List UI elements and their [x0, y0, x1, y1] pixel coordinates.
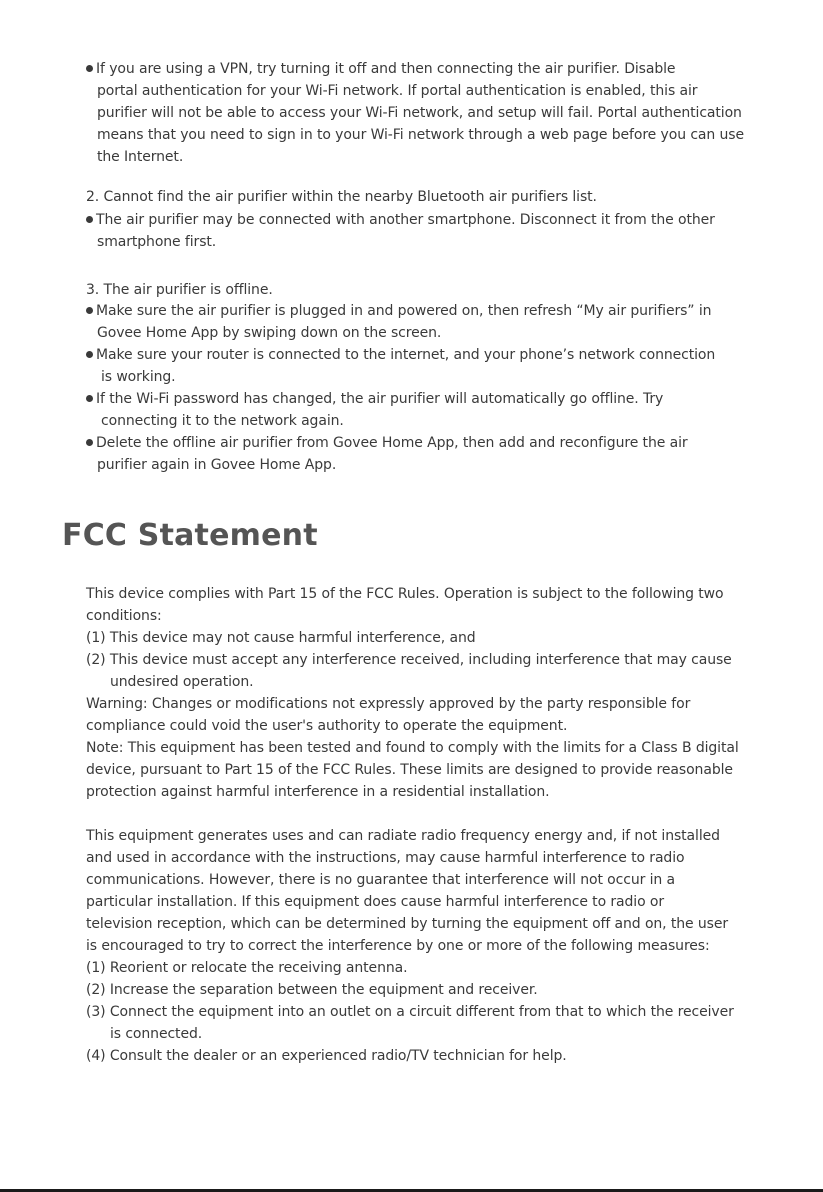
bullet-dot-icon [86, 307, 93, 314]
item-2-bullet-line-2: smartphone first. [97, 234, 217, 250]
fcc-measure-3-line-2: is connected. [110, 1026, 203, 1042]
item-2-title: 2. Cannot find the air purifier within the nearby Bluetooth air purifiers list. [86, 189, 597, 205]
bullet-dot-icon [86, 65, 93, 72]
vpn-bullet-line-3: purifier will not be able to access your Wi-Fi network, and setup will fail. Portal authentication [97, 105, 742, 121]
fcc-condition-2-line-1: (2) This device must accept any interference received, including interference that may cause [86, 652, 732, 668]
item-2-bullet-line-1: The air purifier may be connected with another smartphone. Disconnect it from the other [86, 209, 715, 231]
fcc-para2-line-4: particular installation. If this equipment does cause harmful interference to radio or [86, 894, 665, 910]
fcc-condition-2-line-2: undesired operation. [110, 674, 254, 690]
fcc-para2-line-1: This equipment generates uses and can radiate radio frequency energy and, if not installed [86, 828, 720, 844]
vpn-bullet-line-2: portal authentication for your Wi-Fi network. If portal authentication is enabled, this air [97, 83, 698, 99]
fcc-heading: FCC Statement [62, 518, 318, 553]
fcc-note-line-1: Note: This equipment has been tested and found to comply with the limits for a Class B digital [86, 740, 739, 756]
fcc-para2-line-6: is encouraged to try to correct the interference by one or more of the following measures: [86, 938, 710, 954]
fcc-para1-line-1: This device complies with Part 15 of the FCC Rules. Operation is subject to the following two [86, 586, 724, 602]
bullet-dot-icon [86, 351, 93, 358]
vpn-bullet-line-1: If you are using a VPN, try turning it off and then connecting the air purifier. Disable [86, 58, 675, 80]
item-3-bullet-4-line-1: Delete the offline air purifier from Govee Home App, then add and reconfigure the air [86, 432, 688, 454]
fcc-warning-line-2: compliance could void the user's authority to operate the equipment. [86, 718, 568, 734]
fcc-warning-line-1: Warning: Changes or modifications not expressly approved by the party responsible for [86, 696, 691, 712]
item-3-bullet-1-line-1: Make sure the air purifier is plugged in and powered on, then refresh “My air purifiers” in [86, 300, 711, 322]
fcc-measure-1: (1) Reorient or relocate the receiving antenna. [86, 960, 408, 976]
fcc-para2-line-2: and used in accordance with the instructions, may cause harmful interference to radio [86, 850, 685, 866]
item-3-bullet-2-line-1: Make sure your router is connected to the internet, and your phone’s network connection [86, 344, 715, 366]
fcc-para2-line-3: communications. However, there is no guarantee that interference will not occur in a [86, 872, 676, 888]
fcc-para2-line-5: television reception, which can be determined by turning the equipment off and on, the user [86, 916, 729, 932]
item-3-bullet-1-line-2: Govee Home App by swiping down on the screen. [97, 325, 442, 341]
bullet-dot-icon [86, 216, 93, 223]
item-3-title: 3. The air purifier is offline. [86, 282, 273, 298]
fcc-note-line-3: protection against harmful interference in a residential installation. [86, 784, 550, 800]
fcc-measure-4: (4) Consult the dealer or an experienced radio/TV technician for help. [86, 1048, 567, 1064]
item-3-bullet-2-line-2: is working. [101, 369, 176, 385]
fcc-para1-line-2: conditions: [86, 608, 162, 624]
vpn-bullet-line-4: means that you need to sign in to your Wi-Fi network through a web page before you can use [97, 127, 745, 143]
item-3-bullet-3-line-1: If the Wi-Fi password has changed, the air purifier will automatically go offline. Try [86, 388, 663, 410]
fcc-measure-2: (2) Increase the separation between the equipment and receiver. [86, 982, 538, 998]
bullet-dot-icon [86, 395, 93, 402]
bullet-dot-icon [86, 439, 93, 446]
vpn-bullet-line-5: the Internet. [97, 149, 184, 165]
fcc-condition-1: (1) This device may not cause harmful interference, and [86, 630, 476, 646]
fcc-note-line-2: device, pursuant to Part 15 of the FCC Rules. These limits are designed to provide reasonable [86, 762, 733, 778]
item-3-bullet-3-line-2: connecting it to the network again. [101, 413, 344, 429]
item-3-bullet-4-line-2: purifier again in Govee Home App. [97, 457, 337, 473]
fcc-measure-3-line-1: (3) Connect the equipment into an outlet on a circuit different from that to which the receiver [86, 1004, 734, 1020]
